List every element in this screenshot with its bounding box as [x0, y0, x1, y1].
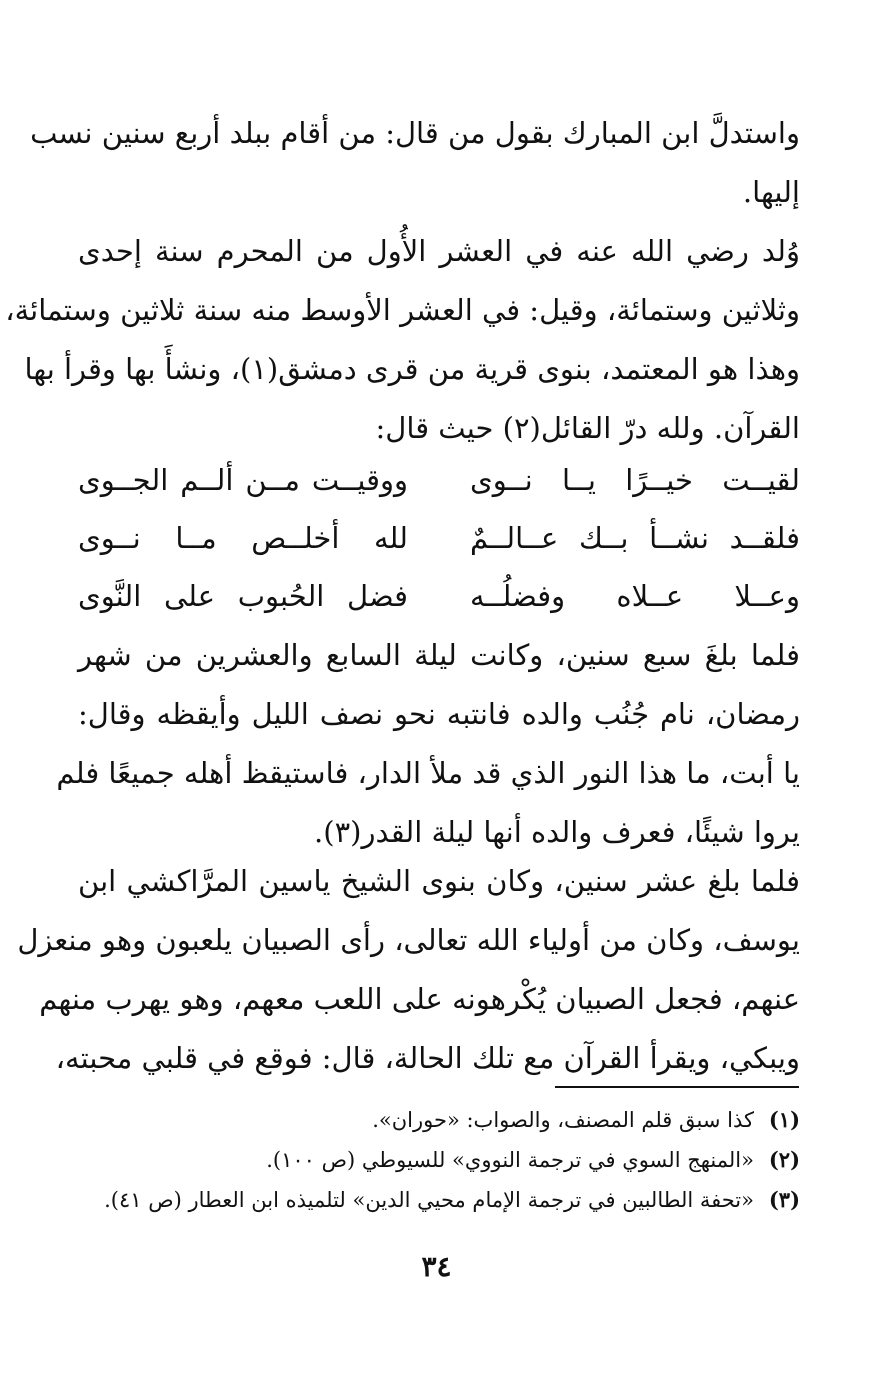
- verse-second-hemistich: فضل الحُبوب على النَّوى: [78, 579, 408, 613]
- verse-second-hemistich: ووقيــت مــن ألــم الجــوى: [78, 463, 408, 497]
- footnote: [78, 1100, 800, 1140]
- paragraph-line: رمضان، نام جُنُب والده فانتبه نحو نصف الليل وأيقظه وقال:: [78, 697, 800, 731]
- paragraph-line: إليها.: [742, 175, 800, 209]
- paragraph-line: وثلاثين وستمائة، وقيل: في العشر الأوسط منه سنة ثلاثين وستمائة،: [5, 293, 800, 327]
- footnote-text: كذا سبق قلم المصنف، والصواب: «حوران».: [372, 1108, 754, 1132]
- paragraph-line: يوسف، وكان من أولياء الله تعالى، رأى الصبيان يلعبون وهو منعزل: [17, 923, 800, 957]
- footnote-text: «تحفة الطالبين في ترجمة الإمام محيي الدين» لتلميذه ابن العطار (ص ٤١).: [104, 1188, 754, 1212]
- footnote-separator: [555, 1086, 799, 1088]
- page-number: ٣٤: [421, 1250, 452, 1283]
- paragraph-line: القرآن. ولله درّ القائل(٢) حيث قال:: [375, 411, 800, 445]
- poem: [78, 458, 800, 632]
- poem-verse: [78, 574, 800, 632]
- paragraph-line: ويبكي، ويقرأ القرآن مع تلك الحالة، قال: فوقع في قلبي محبته،: [55, 1041, 800, 1075]
- paragraph-line: عنهم، فجعل الصبيان يُكْرهونه على اللعب معهم، وهو يهرب منهم: [39, 982, 800, 1016]
- paragraph-1: [30, 104, 800, 222]
- paragraph-line: فلما بلغَ سبع سنين، وكانت ليلة السابع والعشرين من شهر: [78, 638, 800, 672]
- poem-verse: [78, 458, 800, 516]
- footnote-number: (٣): [768, 1187, 800, 1212]
- paragraph-line: وُلد رضي الله عنه في العشر الأُول من المحرم سنة إحدى: [78, 234, 800, 268]
- paragraph-line: يا أبت، ما هذا النور الذي قد ملأ الدار، فاستيقظ أهله جميعًا فلم: [56, 756, 800, 790]
- verse-second-hemistich: لله أخلــص مــا نــوى: [78, 521, 408, 555]
- poem-verse: [78, 516, 800, 574]
- footnote-number: (١): [768, 1107, 800, 1132]
- verse-first-hemistich: لقيــت خيــرًا يــا نــوى: [470, 463, 800, 497]
- footnote: [78, 1140, 800, 1180]
- paragraph-2: [5, 222, 800, 458]
- verse-first-hemistich: فلقــد نشــأ بــك عــالــمٌ: [470, 521, 800, 555]
- footnote: [78, 1180, 800, 1220]
- verse-first-hemistich: وعــلا عــلاه وفضلُــه: [470, 579, 800, 613]
- footnote-text: «المنهج السوي في ترجمة النووي» للسيوطي (ص ١٠٠).: [266, 1148, 754, 1172]
- paragraph-line: فلما بلغ عشر سنين، وكان بنوى الشيخ ياسين المرَّاكشي ابن: [78, 864, 800, 898]
- paragraph-line: وهذا هو المعتمد، بنوى قرية من قرى دمشق(١)، ونشأَ بها وقرأ بها: [24, 352, 800, 386]
- paragraph-line: يروا شيئًا، فعرف والده أنها ليلة القدر(٣).: [314, 815, 800, 849]
- footnote-number: (٢): [768, 1147, 800, 1172]
- paragraph-3: [56, 626, 800, 862]
- footnotes: [78, 1100, 800, 1220]
- paragraph-line: واستدلَّ ابن المبارك بقول من قال: من أقام ببلد أربع سنين نسب: [30, 116, 800, 150]
- paragraph-4: [17, 852, 800, 1088]
